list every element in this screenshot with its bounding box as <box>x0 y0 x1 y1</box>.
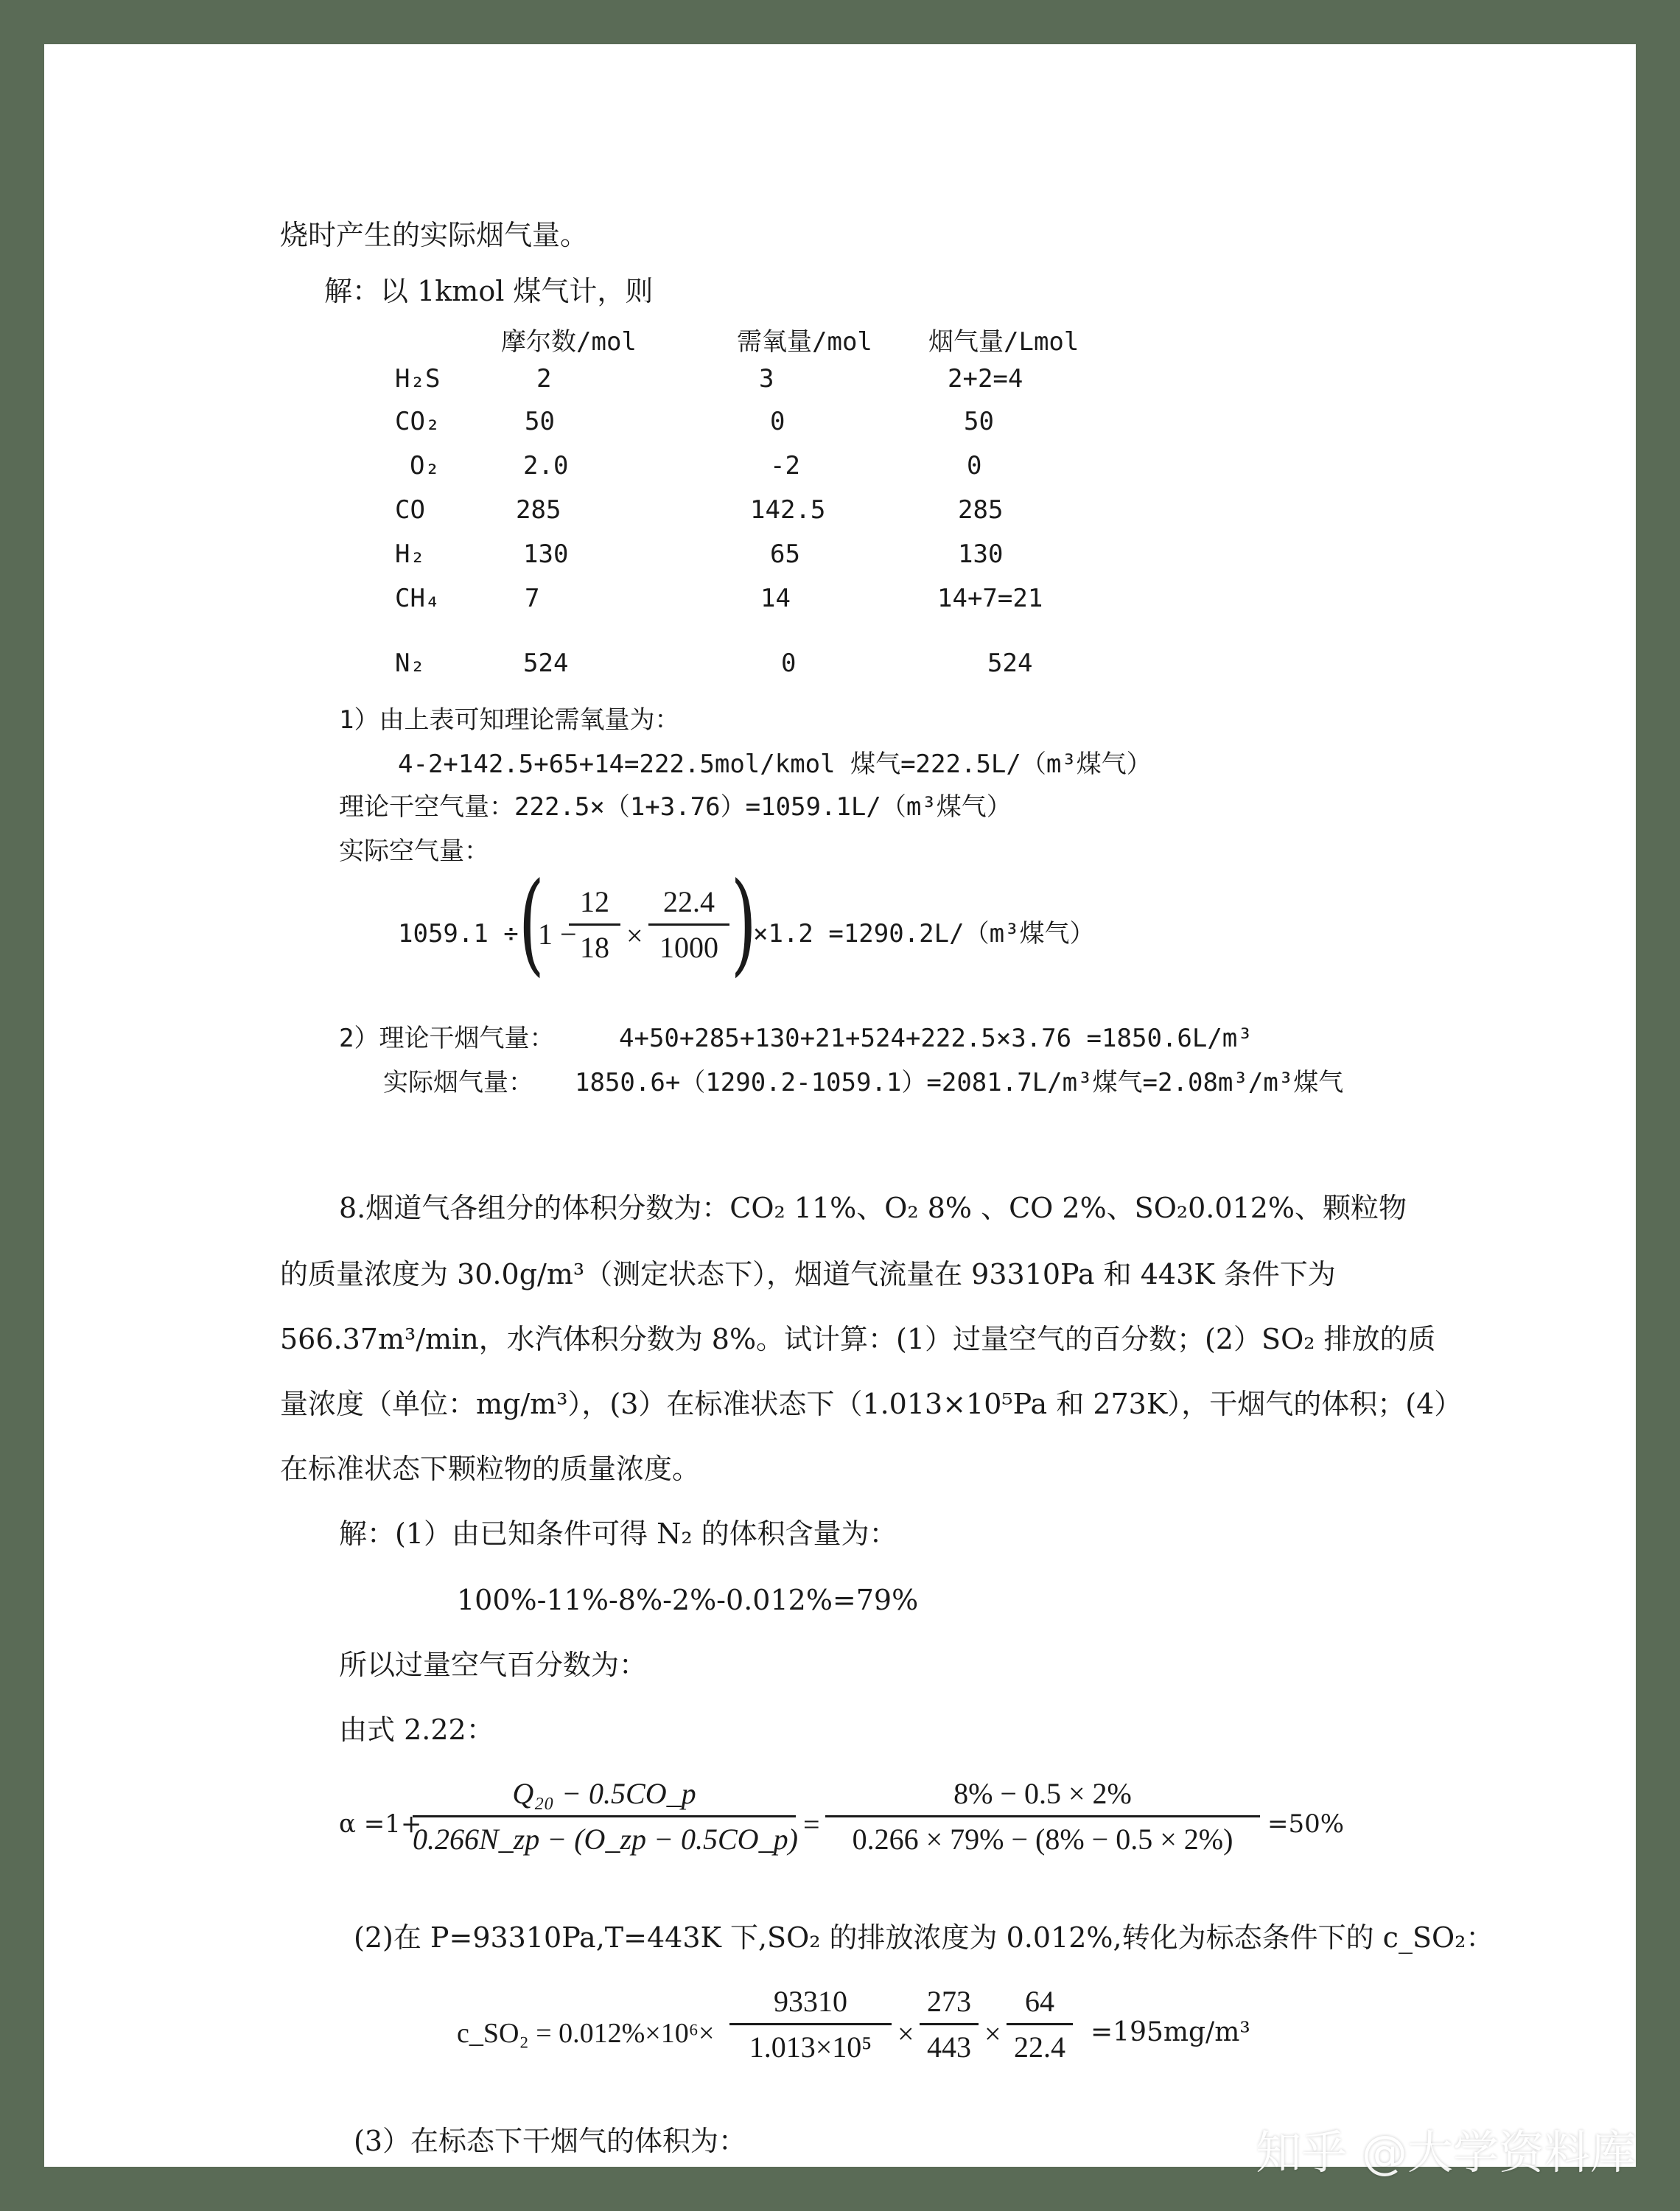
fraction-denominator: 0.266 × 79% − (8% − 0.5 × 2%) <box>852 1823 1233 1856</box>
equals-sign: = <box>803 1808 820 1841</box>
oxygen-value: 3 <box>759 364 774 394</box>
watermark: 知乎 @大学资料库 <box>1256 2126 1636 2179</box>
fraction-denominator: 1.013×10⁵ <box>749 2030 872 2064</box>
alpha-fraction-numeric <box>825 1776 1260 1857</box>
solution8-step5: (2)在 P=93310Pa,T=443K 下,SO₂ 的排放浓度为 0.012%,转化为标态条件下的 c_SO₂： <box>354 1921 1494 1954</box>
flue-value: 285 <box>958 495 1004 525</box>
fraction-denominator: 443 <box>927 2030 971 2064</box>
problem8-line4: 量浓度（单位：mg/m³），(3）在标准状态下（1.013×10⁵Pa 和 273K），干烟气的体积；(4） <box>280 1388 1463 1420</box>
cso2-fraction-pressure <box>729 1984 892 2064</box>
fraction-bar <box>729 2023 892 2025</box>
oxygen-value: 0 <box>781 649 797 678</box>
fraction-numerator: 8% − 0.5 × 2% <box>953 1777 1132 1810</box>
part1-actual-air-label: 实际空气量： <box>339 836 489 866</box>
part1-dry-air: 理论干空气量：222.5×（1+3.76）=1059.1L/（m³煤气） <box>339 792 1012 822</box>
solution-line: 解：以 1kmol 煤气计，则 <box>324 275 654 307</box>
oxygen-value: 0 <box>770 407 785 436</box>
fraction-denominator: 0.266N_zp − (O_zp − 0.5CO_p) <box>413 1823 798 1856</box>
fraction-numerator: Q₂₀ − 0.5CO_p <box>512 1777 696 1810</box>
gas-name: CO₂ <box>395 407 441 436</box>
cso2-fraction-molar <box>1007 1984 1073 2064</box>
mol-value: 130 <box>523 539 569 569</box>
times-sign: × <box>897 2017 914 2050</box>
flue-value: 130 <box>958 539 1004 569</box>
gas-name: CO <box>395 495 425 525</box>
times-sign: × <box>626 919 643 952</box>
alpha-result: =50% <box>1267 1809 1345 1839</box>
table-header-flue: 烟气量/Lmol <box>928 327 1079 357</box>
part2-line1-value: 4+50+285+130+21+524+222.5×3.76 =1850.6L/m³ <box>619 1024 1253 1053</box>
cso2-result: =195mg/m³ <box>1091 2017 1250 2047</box>
problem8-line3: 566.37m³/min，水汽体积分数为 8%。试计算：(1）过量空气的百分数；(2）SO₂ 排放的质 <box>280 1323 1436 1355</box>
flue-value: 50 <box>964 407 994 436</box>
formula-left: 1059.1 ÷ <box>398 919 519 949</box>
fraction-bar <box>920 2023 979 2025</box>
fraction-numerator: 12 <box>580 885 609 918</box>
solution8-step3: 所以过量空气百分数为： <box>339 1649 648 1681</box>
solution8-step1: 解：(1）由已知条件可得 N₂ 的体积含量为： <box>339 1517 897 1550</box>
gas-name: H₂S <box>395 364 441 394</box>
mol-value: 285 <box>516 495 561 525</box>
mol-value: 2 <box>536 364 552 394</box>
fraction-bar <box>825 1815 1260 1817</box>
part1-calc: 4-2+142.5+65+14=222.5mol/kmol 煤气=222.5L/（m³煤气） <box>398 750 1152 779</box>
flue-value: 14+7=21 <box>937 584 1043 613</box>
fraction-22.4-1000 <box>648 884 729 965</box>
fraction-numerator: 93310 <box>774 1985 847 2018</box>
solution8-n2-result: 100%-11%-8%-2%-0.012%=79% <box>457 1584 919 1616</box>
part2-line1-label: 2）理论干烟气量： <box>339 1024 555 1053</box>
fraction-numerator: 22.4 <box>663 885 715 918</box>
problem8-line1: 8.烟道气各组分的体积分数为：CO₂ 11%、O₂ 8% 、CO 2%、SO₂0.012%、颗粒物 <box>339 1192 1407 1224</box>
alpha-left: α =1+ <box>339 1809 422 1839</box>
flue-value: 524 <box>987 649 1033 678</box>
gas-name: H₂ <box>395 539 425 569</box>
document-page <box>44 44 1636 2167</box>
formula-one: 1 − <box>538 918 577 951</box>
mol-value: 7 <box>525 584 540 613</box>
formula-right: ×1.2 =1290.2L/（m³煤气） <box>753 919 1095 949</box>
problem8-line5: 在标准状态下颗粒物的质量浓度。 <box>280 1453 701 1485</box>
fraction-denominator: 22.4 <box>1014 2030 1065 2064</box>
mol-value: 2.0 <box>523 451 569 481</box>
table-header-mol: 摩尔数/mol <box>501 327 637 357</box>
times-sign: × <box>984 2017 1001 2050</box>
fraction-denominator: 1000 <box>659 931 718 964</box>
solution8-step6: (3）在标态下干烟气的体积为： <box>354 2125 747 2157</box>
table-header-oxygen: 需氧量/mol <box>737 327 872 357</box>
gas-name: CH₄ <box>395 584 441 613</box>
oxygen-value: 14 <box>760 584 791 613</box>
solution8-step4: 由式 2.22： <box>339 1714 494 1746</box>
fraction-numerator: 273 <box>927 1985 971 2018</box>
intro-line: 烧时产生的实际烟气量。 <box>280 219 589 251</box>
fraction-numerator: 64 <box>1025 1985 1054 2018</box>
part2-line2-value: 1850.6+（1290.2-1059.1）=2081.7L/m³煤气=2.08m³/m³煤气 <box>575 1068 1344 1097</box>
gas-name: N₂ <box>395 649 425 678</box>
right-paren: ) <box>730 859 757 988</box>
flue-value: 0 <box>967 451 982 481</box>
part1-heading: 1）由上表可知理论需氧量为： <box>339 705 680 735</box>
fraction-denominator: 18 <box>580 931 609 964</box>
problem8-line2: 的质量浓度为 30.0g/m³（测定状态下），烟道气流量在 93310Pa 和 443K 条件下为 <box>280 1258 1336 1290</box>
part2-line2-label: 实际烟气量： <box>383 1068 533 1097</box>
alpha-fraction-symbolic <box>413 1776 796 1857</box>
fraction-12-18 <box>569 884 620 965</box>
gas-name: O₂ <box>410 451 440 481</box>
fraction-bar <box>569 923 620 926</box>
fraction-bar <box>648 923 729 926</box>
fraction-bar <box>413 1815 796 1817</box>
cso2-left: c_SO₂ = 0.012%×10⁶× <box>457 2018 715 2049</box>
fraction-bar <box>1007 2023 1073 2025</box>
cso2-fraction-temperature <box>920 1984 979 2064</box>
mol-value: 524 <box>523 649 569 678</box>
left-paren: ( <box>518 859 545 988</box>
oxygen-value: 65 <box>770 539 800 569</box>
mol-value: 50 <box>525 407 555 436</box>
oxygen-value: -2 <box>770 451 800 481</box>
oxygen-value: 142.5 <box>750 495 826 525</box>
flue-value: 2+2=4 <box>948 364 1023 394</box>
